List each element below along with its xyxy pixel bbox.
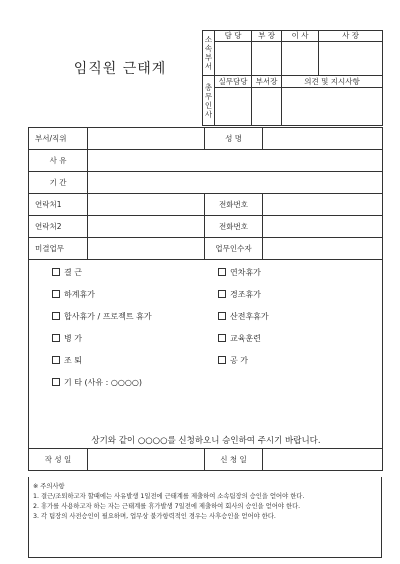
- period-label: 기 간: [29, 172, 88, 194]
- approval-col-staff: 담 당: [215, 31, 252, 42]
- sign-box[interactable]: [252, 88, 282, 126]
- contact2-field[interactable]: [88, 216, 205, 238]
- option-label: 공 가: [230, 356, 248, 365]
- option-summer-leave[interactable]: [52, 289, 95, 300]
- contact1-field[interactable]: [88, 194, 205, 216]
- form-title: 임직원 근태계: [73, 61, 167, 77]
- checkbox-icon[interactable]: [52, 334, 60, 342]
- approval-col-director: 이 사: [282, 31, 319, 42]
- dept-approval-label: 소속부서: [203, 31, 215, 76]
- approval-col-comments: 의견 및 지시사항: [282, 76, 383, 88]
- sign-box[interactable]: [215, 88, 252, 126]
- option-label: 합사휴가 / 프로젝트 휴가: [64, 312, 152, 321]
- phone2-field[interactable]: [263, 216, 383, 238]
- sign-box[interactable]: [282, 42, 319, 76]
- approval-col-manager: 부 장: [252, 31, 282, 42]
- dept-field[interactable]: [88, 128, 205, 150]
- note-line: 1. 결근/조퇴하고자 할때에는 사유발생 1일전에 근태계를 제출하여 소속팀장의 승인을 얻어야 한다.: [33, 493, 305, 500]
- sign-box[interactable]: [215, 42, 252, 76]
- hr-approval-label: 총무인사: [203, 76, 215, 126]
- checkbox-icon[interactable]: [52, 312, 60, 320]
- contact1-label: 연락처1: [29, 194, 88, 216]
- option-label: 조 퇴: [64, 356, 82, 365]
- pending-work-label: 미결업무: [29, 238, 88, 260]
- sign-box[interactable]: [252, 42, 282, 76]
- checkbox-icon[interactable]: [218, 290, 226, 298]
- option-annual-leave[interactable]: [218, 267, 261, 278]
- phone1-field[interactable]: [263, 194, 383, 216]
- option-official-leave[interactable]: [218, 355, 248, 366]
- option-absence[interactable]: [52, 267, 82, 278]
- option-maternity-leave[interactable]: [218, 311, 269, 322]
- checkbox-icon[interactable]: [52, 356, 60, 364]
- approval-col-president: 사 장: [319, 31, 383, 42]
- option-label: 기 타 (사유 : ○○○○): [64, 378, 142, 387]
- option-label: 결 근: [64, 268, 82, 277]
- option-label: 병 가: [64, 334, 82, 343]
- checkbox-icon[interactable]: [218, 356, 226, 364]
- option-label: 산전후휴가: [230, 312, 269, 321]
- apply-date-label: 신 청 일: [205, 449, 263, 471]
- checkbox-icon[interactable]: [218, 312, 226, 320]
- option-early-leave[interactable]: [52, 355, 82, 366]
- checkbox-icon[interactable]: [218, 268, 226, 276]
- option-label: 경조휴가: [230, 290, 261, 299]
- notes-heading: ※ 주의사항: [33, 483, 65, 490]
- apply-date-field[interactable]: [263, 449, 383, 471]
- phone1-label: 전화번호: [205, 194, 263, 216]
- reason-field[interactable]: [88, 150, 383, 172]
- option-label: 하계휴가: [64, 290, 95, 299]
- notes-section: [28, 477, 382, 558]
- contact2-label: 연락처2: [29, 216, 88, 238]
- phone2-label: 전화번호: [205, 216, 263, 238]
- approval-col-hr-staff: 실무담당: [215, 76, 252, 88]
- name-label: 성 명: [205, 128, 263, 150]
- checkbox-icon[interactable]: [218, 334, 226, 342]
- approval-table: [202, 30, 383, 126]
- note-line: 3. 각 팀장의 사전승인이 필요하며, 업무상 불가항력적인 경우는 사후승인을 얻어야 한다.: [33, 513, 276, 520]
- main-form-table: [28, 127, 383, 471]
- sign-box[interactable]: [319, 42, 383, 76]
- checkbox-icon[interactable]: [52, 268, 60, 276]
- author-date-label: 작 성 일: [29, 449, 88, 471]
- name-field[interactable]: [263, 128, 383, 150]
- request-statement: 상기와 같이 ○○○○를 신청하오니 승인하여 주시기 바랍니다.: [91, 436, 321, 446]
- author-date-field[interactable]: [88, 449, 205, 471]
- period-field[interactable]: [88, 172, 383, 194]
- option-training[interactable]: [218, 333, 261, 344]
- checkbox-icon[interactable]: [52, 378, 60, 386]
- option-project-leave[interactable]: [52, 311, 152, 322]
- option-sick-leave[interactable]: [52, 333, 82, 344]
- option-family-event-leave[interactable]: [218, 289, 261, 300]
- comments-box[interactable]: [282, 88, 383, 126]
- handover-label: 업무인수자: [205, 238, 263, 260]
- approval-col-hr-head: 부서장: [252, 76, 282, 88]
- option-label: 교육훈련: [230, 334, 261, 343]
- note-line: 2. 휴가를 사용하고자 하는 자는 근태계를 휴가발생 7일전에 제출하여 회사의 승인을 얻어야 한다.: [33, 503, 301, 510]
- leave-type-section: [29, 260, 383, 449]
- option-label: 연차휴가: [230, 268, 261, 277]
- option-other[interactable]: [52, 377, 142, 388]
- dept-label: 부서/직위: [29, 128, 88, 150]
- checkbox-icon[interactable]: [52, 290, 60, 298]
- reason-label: 사 유: [29, 150, 88, 172]
- pending-work-field[interactable]: [88, 238, 205, 260]
- handover-field[interactable]: [263, 238, 383, 260]
